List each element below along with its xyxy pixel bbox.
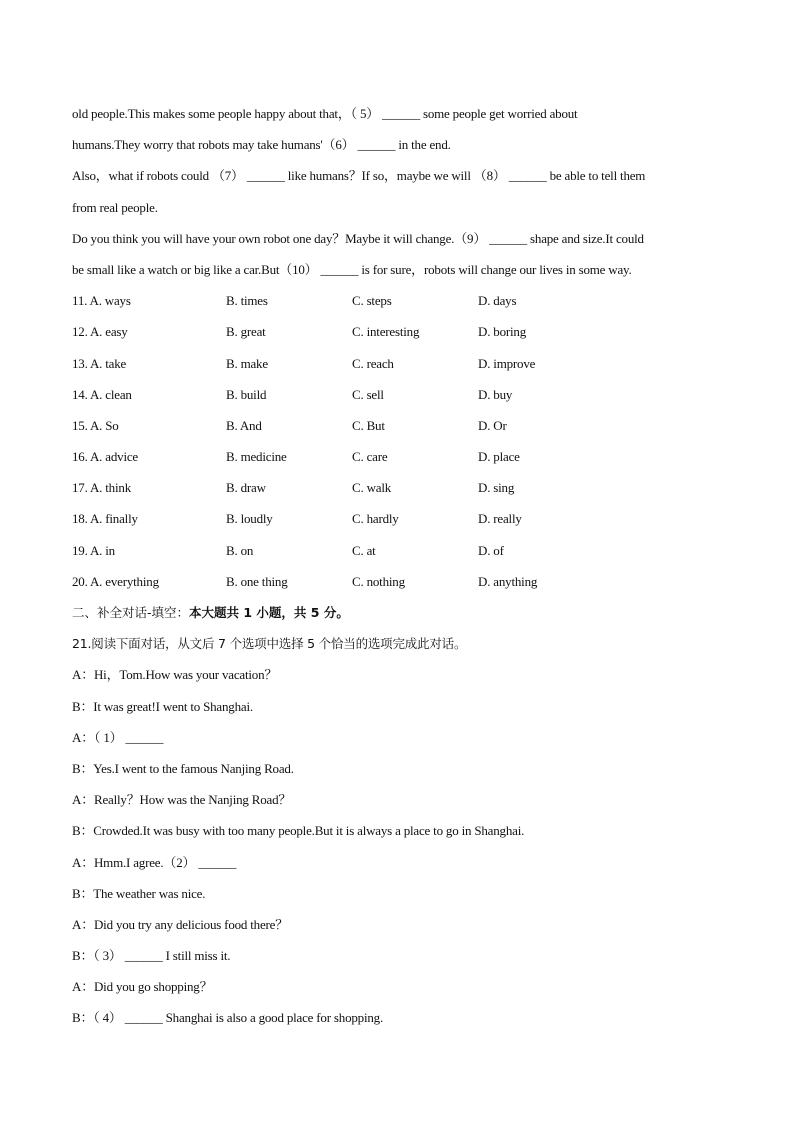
passage-line: Also，what if robots could （7） ______ like humans？If so，maybe we will （8） ______ be able to tell them (72, 168, 646, 184)
option-a: 16. A. advice (72, 449, 138, 465)
option-row-17 (72, 472, 722, 503)
option-a: 19. A. in (72, 542, 115, 558)
option-a: 12. A. easy (72, 324, 128, 340)
option-c: C. steps (352, 293, 392, 309)
option-b: B. medicine (226, 449, 287, 465)
option-d: D. place (478, 449, 520, 465)
section-heading-bold: 本大题共 1 小题，共 5 分。 (189, 605, 349, 620)
option-d: D. boring (478, 324, 527, 340)
option-row-16 (72, 441, 722, 472)
option-b: B. loudly (226, 511, 273, 527)
option-c: C. interesting (352, 324, 420, 340)
dialogue-line: A：Hi，Tom.How was your vacation？ (72, 667, 278, 683)
option-a: 13. A. take (72, 355, 127, 371)
option-d: D. days (478, 293, 517, 309)
option-a: 18. A. finally (72, 511, 138, 527)
option-b: B. make (226, 355, 268, 371)
dialogue-line: B：Crowded.It was busy with too many people.But it is always a place to go in Shanghai. (72, 823, 525, 839)
question-21-instruction: 21.阅读下面对话，从文后 7 个选项中选择 5 个恰当的选项完成此对话。 (72, 636, 467, 652)
option-row-11 (72, 285, 722, 316)
dialogue-line: A：Really？How was the Nanjing Road？ (72, 792, 292, 808)
dialogue-line: B：Yes.I went to the famous Nanjing Road. (72, 760, 294, 776)
option-c: C. hardly (352, 511, 399, 527)
option-row-15 (72, 410, 722, 441)
passage-line: be small like a watch or big like a car.But（10） ______ is for sure，robots will change our lives in some way. (72, 261, 632, 277)
passage-line: from real people. (72, 199, 158, 215)
option-b: B. one thing (226, 573, 288, 589)
option-d: D. really (478, 511, 522, 527)
section-heading (72, 597, 722, 628)
option-a: 11. A. ways (72, 293, 131, 309)
option-row-18 (72, 503, 722, 534)
dialogue-line: B：（ 3） ______ I still miss it. (72, 948, 231, 964)
option-c: C. care (352, 449, 388, 465)
option-c: C. sell (352, 386, 384, 402)
passage-line: Do you think you will have your own robot one day？Maybe it will change.（9） ______ shape and size.It could (72, 230, 644, 246)
option-d: D. anything (478, 573, 538, 589)
dialogue-line: B：（ 4） ______ Shanghai is also a good place for shopping. (72, 1010, 384, 1026)
section-heading-prefix: 二、补全对话-填空： (72, 605, 190, 620)
option-a: 20. A. everything (72, 573, 159, 589)
dialogue-line: A：（ 1） ______ (72, 729, 164, 745)
option-c: C. reach (352, 355, 394, 371)
dialogue-line: A：Hmm.I agree.（2） ______ (72, 854, 237, 870)
option-a: 15. A. So (72, 417, 119, 433)
passage-line: old people.This makes some people happy about that，（ 5） ______ some people get worried about (72, 106, 578, 121)
option-row-20 (72, 566, 722, 597)
dialogue-line: B：It was great!I went to Shanghai. (72, 698, 253, 714)
option-d: D. buy (478, 386, 513, 402)
option-c: C. walk (352, 480, 392, 496)
option-b: B. times (226, 293, 268, 309)
option-a: 14. A. clean (72, 386, 132, 402)
option-b: B. build (226, 386, 267, 402)
option-b: B. great (226, 324, 266, 340)
option-b: B. draw (226, 480, 266, 496)
option-c: C. nothing (352, 573, 405, 589)
option-c: C. at (352, 542, 376, 558)
option-row-19 (72, 535, 722, 566)
option-row-12 (72, 316, 722, 347)
dialogue (72, 659, 722, 1033)
options-list (72, 285, 722, 597)
option-b: B. And (226, 417, 262, 433)
passage-line: humans.They worry that robots may take humans'（6） ______ in the end. (72, 137, 451, 153)
option-a: 17. A. think (72, 480, 131, 496)
option-d: D. sing (478, 480, 515, 496)
option-d: D. of (478, 542, 504, 558)
option-d: D. Or (478, 417, 507, 433)
dialogue-line: A：Did you try any delicious food there？ (72, 916, 289, 932)
option-row-14 (72, 379, 722, 410)
option-row-13 (72, 348, 722, 379)
passage (72, 98, 722, 285)
option-d: D. improve (478, 355, 536, 371)
option-c: C. But (352, 417, 385, 433)
dialogue-line: A：Did you go shopping？ (72, 979, 213, 995)
dialogue-line: B：The weather was nice. (72, 885, 206, 901)
option-b: B. on (226, 542, 254, 558)
document-page (72, 98, 722, 1034)
